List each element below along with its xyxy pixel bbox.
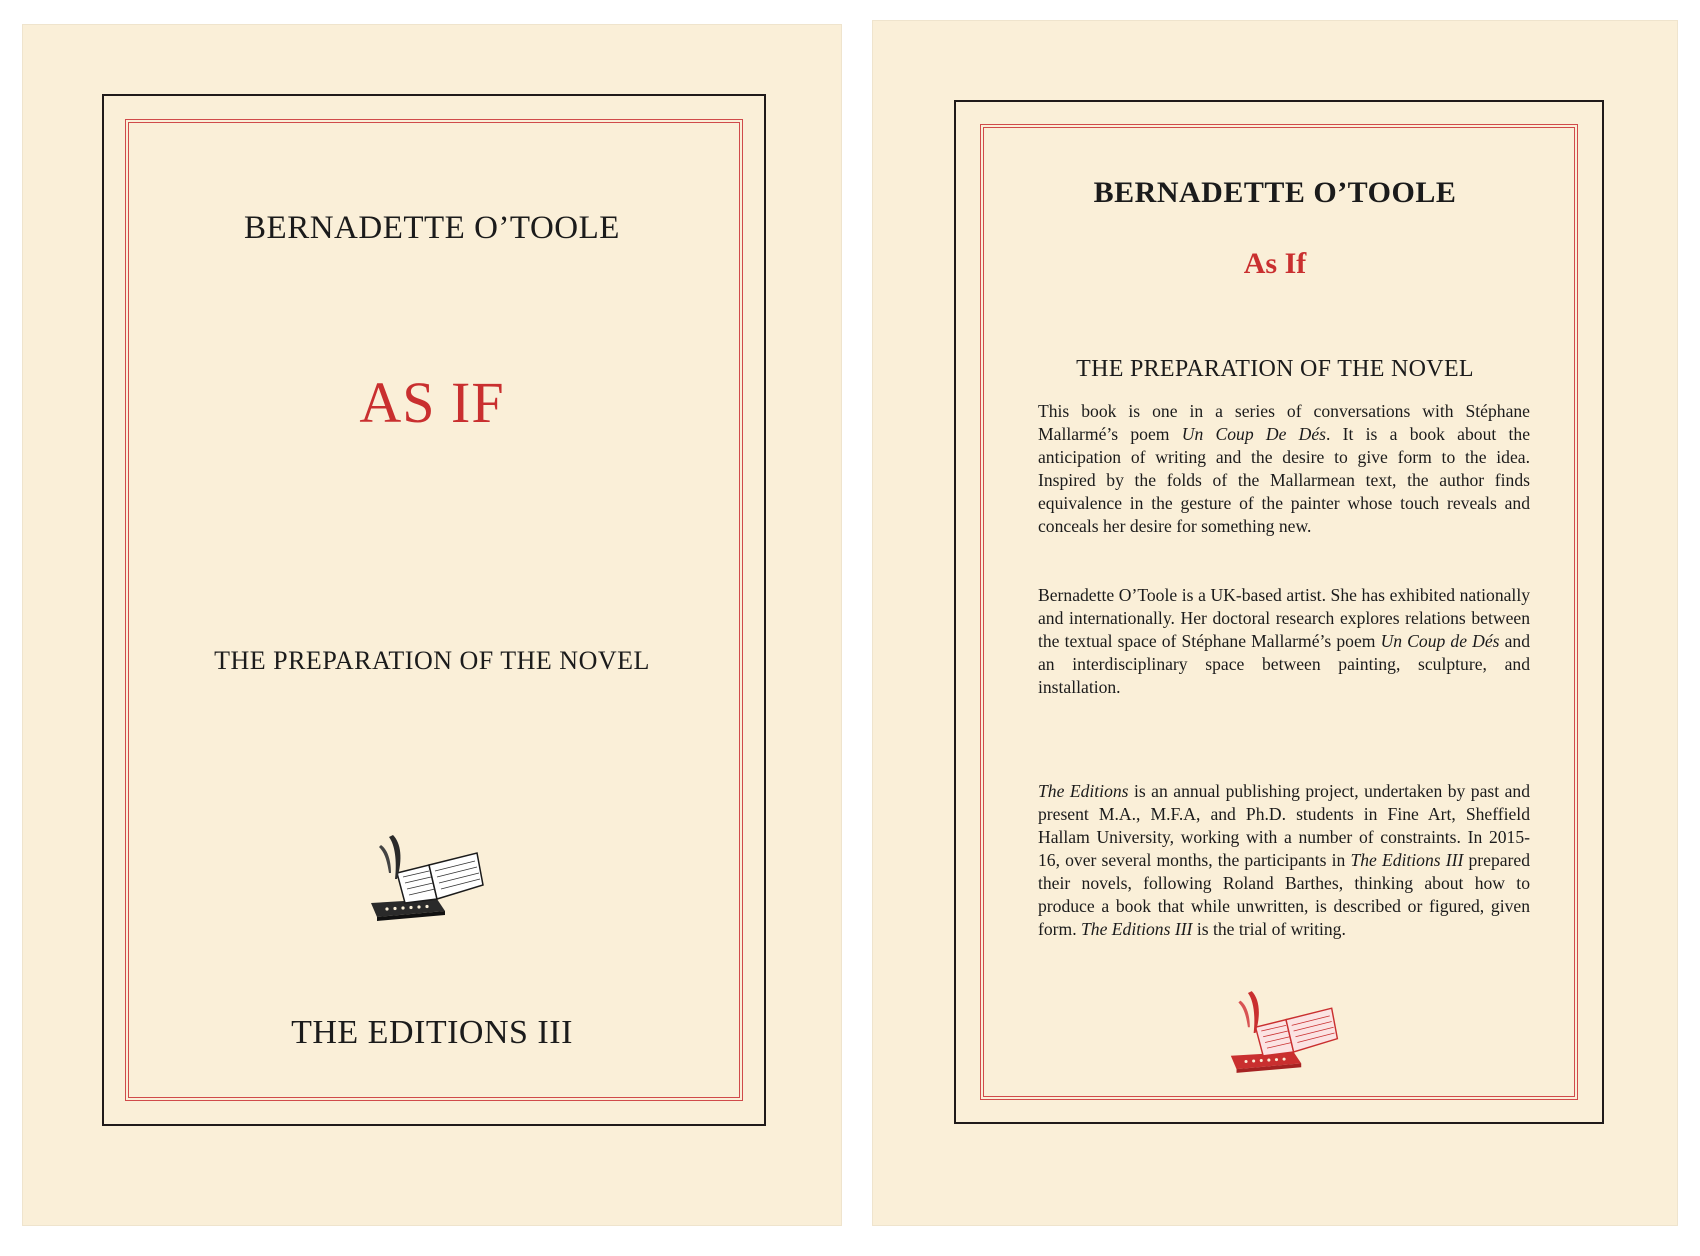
bio-text: Bernadette O’Toole is a UK-based artist. She has exhibited nationally and internationally. Her doctoral research explores relations between the textual space of Stéphane Mallarmé’s poem: [1038, 585, 1530, 651]
series-italic-title: The Editions: [1038, 781, 1129, 801]
series-italic-title: The Editions III: [1081, 919, 1193, 939]
back-cover: [872, 20, 1678, 1226]
front-author: BERNADETTE O’TOOLE: [244, 210, 620, 246]
front-subtitle: THE PREPARATION OF THE NOVEL: [214, 646, 650, 675]
book-and-quill-icon: [1227, 985, 1345, 1079]
back-subtitle: THE PREPARATION OF THE NOVEL: [1076, 356, 1474, 382]
bio-italic-title: Un Coup de Dés: [1380, 631, 1500, 651]
back-series-paragraph: [1038, 780, 1530, 941]
back-author: BERNADETTE O’TOOLE: [1093, 176, 1457, 209]
blurb-italic-title: Un Coup De Dés: [1181, 424, 1327, 444]
back-blurb-paragraph: [1038, 400, 1530, 538]
front-series: THE EDITIONS III: [291, 1014, 573, 1051]
series-text: is the trial of writing.: [1192, 919, 1346, 939]
front-cover: [22, 24, 842, 1226]
series-italic-title: The Editions III: [1350, 850, 1464, 870]
front-title: AS IF: [359, 370, 505, 435]
back-bio-paragraph: [1038, 584, 1530, 699]
back-title: As If: [1243, 247, 1307, 280]
front-red-frame: [125, 119, 743, 1101]
book-and-quill-icon: [367, 829, 491, 927]
series-text: prepared their novels, following Roland Barthes, thinking about how to produce a book that while unwritten, is described or figured, given form.: [1038, 850, 1531, 939]
blurb-text: This book is one in a series of conversations with Stéphane Mallarmé’s poem: [1038, 401, 1530, 444]
bio-text: and an interdisciplinary space between painting, sculpture, and installation.: [1038, 631, 1530, 697]
series-text: is an annual publishing project, undertaken by past and present M.A., M.F.A, and Ph.D. students in Fine Art, Sheffield Hallam University, working with a number of constraints. In 2015-16, over several months, the participants in: [1038, 781, 1530, 870]
blurb-text: . It is a book about the anticipation of writing and the desire to give form to the idea. Inspired by the folds of the Mallarmean text, the author finds equivalence in the gesture of the painter whose touch reveals and conceals her desire for something new.: [1038, 424, 1531, 536]
